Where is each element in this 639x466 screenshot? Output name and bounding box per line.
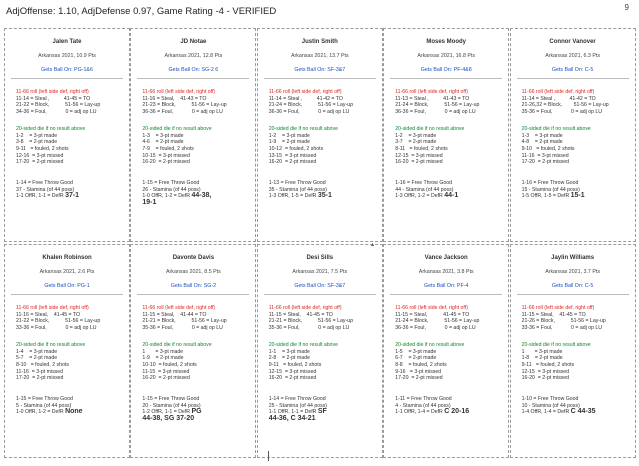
team-points: Arkansas 2021, 12.8 Pts (164, 53, 223, 59)
rebound-text: 1-0 OffR, 1-2 = DefR (16, 409, 66, 416)
rebound-line (142, 193, 255, 200)
player-card (383, 244, 509, 458)
rebound-line (522, 409, 635, 416)
die-line: 20-sided die if no result above (521, 341, 591, 348)
player-card (130, 244, 256, 458)
rebound-text: 1-2 OffR, 1-1 = DefR (142, 409, 192, 416)
die-line: 1 = 3-pt made (142, 348, 184, 355)
die-line: 20-sided die if no result above (268, 125, 339, 132)
die-line: 11-16 = 3-pt missed (16, 368, 64, 375)
die-line: 7-9 = fouled, 2 shots (142, 145, 194, 152)
player-name: Desi Sills (306, 255, 334, 261)
card-footer (522, 396, 635, 416)
team-points: Arkansas 2021, 16.8 Pts (417, 53, 476, 59)
die-line: 1-3 = 3-pt made (142, 132, 184, 139)
position-ratings: 15-1 (570, 192, 585, 200)
defense-line: 21-21 = Block, 51-56 = Lay-up (268, 318, 353, 325)
defense-line: 11-66 roll (left side def, right off) (142, 89, 216, 95)
player-card (257, 244, 383, 458)
player-name: Connor Vanover (549, 39, 596, 45)
die-table (269, 342, 382, 382)
die-line: 8-11 = fouled, 2 shots (395, 145, 448, 152)
die-line: 20-sided die if no result above (142, 125, 212, 132)
player-name: JD Notae (180, 39, 207, 45)
die-line: 12-16 = 3-pt missed (16, 152, 64, 159)
die-line: 16-20 = 2-pt missed (395, 159, 443, 166)
die-line: 1-5 = 3-pt made (395, 348, 437, 355)
die-line: 20-sided die if no result above (16, 341, 86, 348)
die-line: 13-15 = 3-pt missed (268, 152, 317, 159)
die-line: 16-20 = 2-pt missed (521, 375, 570, 382)
die-line: 8-10 = fouled, 2 shots (16, 361, 69, 368)
player-name: Vance Jackson (424, 255, 468, 261)
die-line: 9-11 = fouled, 2 shots (268, 361, 322, 368)
die-line: 16-20 = 2-pt missed (268, 375, 317, 382)
defense-line: 36-36 = Foul, 0 = adj op LU (268, 109, 350, 116)
ball-position: Gets Ball On: PG-1 (44, 283, 90, 289)
divider (264, 294, 376, 295)
team-points: Arkansas 2021, 10.9 Pts (38, 53, 96, 59)
ball-position: Gets Ball On: PF-4 (423, 283, 469, 289)
footer-line: 1-11 = Free Throw Good (395, 396, 452, 403)
defense-line: 36-36 = Foul, 0 = adj op LU (142, 109, 223, 116)
defense-line: 21-23 = Block, 51-56 = Lay-up (142, 102, 227, 109)
defense-line: 21-22 = Block, 51-56 = Lay-up (16, 318, 101, 325)
divider (390, 294, 502, 295)
defense-table (142, 305, 255, 332)
ball-position: Gets Ball On: PF-4&8 (420, 67, 472, 73)
player-card (130, 28, 256, 242)
footer-line: 44 - Stamina (of 44 poss) (395, 186, 454, 193)
die-line: 1-2 = 3-pt made (268, 132, 310, 139)
die-line: 17-20 = 2-pt missed (16, 375, 64, 382)
divider (11, 294, 123, 295)
defense-line: 11-15 = Steal, 41-45 = TO (268, 311, 333, 318)
defense-line: 33-36 = Foul, 0 = adj op LU (521, 325, 603, 332)
die-table (522, 126, 635, 166)
divider (390, 78, 502, 79)
team-points: Arkansas 2021, 8.5 Pts (166, 269, 221, 275)
defense-table (522, 305, 635, 332)
defense-line: 11-66 roll (left side def, right off) (395, 305, 468, 311)
die-table (269, 126, 382, 166)
ball-position: Gets Ball On: SF-3&7 (294, 283, 346, 289)
rebound-text: 1-3 OffR, 1-5 = DefR (268, 193, 318, 200)
die-line: 9-10 = fouled, 2 shots (521, 145, 575, 152)
defense-table (142, 89, 255, 116)
defense-line: 11-15 = Steal, 41-45 = TO (521, 311, 586, 318)
footer-line: 1-16 = Free Throw Good (395, 180, 453, 187)
rebound-line (522, 193, 635, 200)
die-table (142, 342, 255, 382)
position-ratings: 37-1 (65, 192, 80, 200)
footer-line: 1-15 = Free Throw Good (142, 396, 200, 403)
die-table (522, 342, 635, 382)
player-card (4, 28, 130, 242)
position-ratings: 35-1 (317, 192, 332, 200)
ball-position: Gets Ball On: C-5 (551, 283, 594, 289)
player-name: Justin Smith (301, 39, 338, 45)
defense-line: 11-66 roll (left side def, right off) (16, 89, 89, 95)
die-line: 1-2 = 3-pt made (395, 132, 437, 139)
footer-line: 37 - Stamina (of 44 poss) (16, 186, 75, 193)
divider (137, 294, 249, 295)
die-line: 12-15 = 3-pt missed (521, 368, 570, 375)
die-line: 10-15 = 3-pt missed (142, 152, 190, 159)
player-name: Davonte Davis (172, 255, 215, 261)
defense-table (269, 305, 382, 332)
footer-line: 15 - Stamina (of 44 poss) (521, 186, 580, 193)
footer-line: 4 - Stamina (of 44 poss) (395, 402, 451, 409)
defense-table (522, 89, 635, 116)
defense-line: 11-66 roll (left side def, right off) (268, 89, 342, 95)
divider (137, 78, 249, 79)
card-footer (395, 396, 508, 416)
player-card (4, 244, 130, 458)
footer-line: 1-16 = Free Throw Good (521, 180, 579, 187)
die-line: 12-15 = 3-pt missed (395, 152, 443, 159)
card-footer (16, 396, 129, 416)
defense-line: 11-66 roll (left side def, right off) (268, 305, 342, 311)
position-ratings: 44-1 (444, 192, 459, 200)
divider (517, 78, 629, 79)
rebound-line (16, 193, 129, 200)
card-footer (142, 396, 255, 423)
die-line: 1-1 = 3-pt made (268, 348, 310, 355)
footer-line: 26 - Stamina (of 44 poss) (142, 186, 201, 193)
die-table (16, 126, 129, 166)
ball-position: Gets Ball On: SG-2 6 (168, 67, 219, 73)
die-line: 20-sided die if no result above (521, 125, 591, 132)
defense-line: 11-14 = Steal , 41-42 = TO (521, 95, 596, 102)
player-card (383, 28, 509, 242)
die-line: 17-20 = 2-pt missed (395, 375, 443, 382)
die-line: 4-8 = 2-pt made (521, 139, 563, 146)
divider (264, 78, 376, 79)
position-ratings: None (65, 408, 83, 416)
defense-line: 21-26 = Block, 51-56 = Lay-up (521, 318, 606, 325)
card-footer (395, 180, 508, 200)
defense-line: 11-14 = Steal , 41-45 = TO (16, 95, 91, 102)
die-line: 17-20 = 2-pt missed (16, 159, 64, 166)
die-line: 6-7 = 2-pt made (395, 355, 437, 362)
position-ratings: C 44-35 (570, 408, 596, 416)
die-table (16, 342, 129, 382)
rebound-line (16, 409, 129, 416)
rebound-line (395, 409, 508, 416)
die-table (142, 126, 255, 166)
die-line: 4-6 = 2-pt made (142, 139, 184, 146)
team-points: Arkansas 2021, 7.5 Pts (292, 269, 348, 275)
team-points: Arkansas 2021, 3.8 Pts (418, 269, 474, 275)
defense-table (16, 305, 129, 332)
die-line: 8-8 = fouled, 2 shots (395, 361, 447, 368)
page-number: 9 (624, 3, 629, 12)
defense-table (16, 89, 129, 116)
die-line: 20-sided die if no result above (395, 125, 465, 132)
defense-table (269, 89, 382, 116)
player-name: Khalen Robinson (42, 255, 92, 261)
rebound-text: 1-1 OffR, 1-4 = DefR (395, 409, 445, 416)
defense-line: 11-66 roll (left side def, right off) (395, 89, 468, 95)
defense-line: 11-66 roll (left side def, right off) (521, 305, 595, 311)
rebound-text: 1-0 OffR, 1-2 = DefR (142, 193, 192, 200)
defense-line: 11-15 = Steal, 41-45 = TO (395, 311, 470, 318)
resize-marker-icon: ▴ (371, 242, 375, 248)
die-line: 5-7 = 2-pt made (16, 355, 58, 362)
defense-line: 21-24 = Block, 51-56 = Lay-up (395, 102, 480, 109)
page-header: AdjOffense: 1.10, AdjDefense 0.97, Game Rating -4 - VERIFIED (6, 6, 277, 17)
player-name: Jalen Tate (52, 39, 82, 45)
rebound-text: 1-5 OffR, 1-5 = DefR (521, 193, 571, 200)
footer-line: 25 - Stamina (of 44 poss) (268, 402, 328, 409)
position-ratings: C 20-16 (444, 408, 470, 416)
die-line: 9-16 = 3-pt missed (395, 368, 442, 375)
defense-line: 21-24 = Block, 51-56 = Lay-up (395, 318, 480, 325)
defense-line: 11-16 = Steal, 41-43 = TO (142, 95, 207, 102)
die-line: 2-8 = 2-pt made (268, 355, 310, 362)
footer-line: 1-14 = Free Throw Good (268, 396, 326, 403)
defense-line: 11-14 = Steal , 41-42 = TO (268, 95, 343, 102)
die-line: 20-sided die if no result above (142, 341, 212, 348)
divider (11, 78, 123, 79)
defense-table (395, 305, 508, 332)
footer-line: 10 - Stamina (of 44 poss) (521, 402, 580, 409)
rebound-text: 1-1 OffR, 1-1 = DefR (268, 409, 318, 416)
die-line: 11-15 = 3-pt missed (142, 368, 190, 375)
die-table (395, 126, 508, 166)
defense-line: 11-15 = Steal, 41-44 = TO (142, 311, 207, 318)
player-card (257, 28, 383, 242)
team-points: Arkansas 2021, 2.6 Pts (39, 269, 95, 275)
die-line: 20-sided die if no result above (268, 341, 339, 348)
ball-position: Gets Ball On: C-5 (551, 67, 594, 73)
player-card (510, 28, 636, 242)
ball-position: Gets Ball On: SG-2 (170, 283, 217, 289)
die-line: 1-9 = 2-pt made (268, 139, 310, 146)
die-line: 1-3 = 3-pt made (521, 132, 563, 139)
player-card-grid (4, 28, 636, 461)
player-name: Jaylin Williams (551, 255, 595, 261)
card-footer (522, 180, 635, 200)
die-table (395, 342, 508, 382)
player-card (510, 244, 636, 458)
defense-line: 35-36 = Foul, 0 = adj op LU (142, 325, 223, 332)
die-line: 20-sided die if no result above (395, 341, 465, 348)
rebound-text: 1-3 OffR, 1-2 = DefR (395, 193, 445, 200)
card-footer (16, 180, 129, 200)
position-ratings: 44-38, (191, 192, 212, 200)
position-ratings: PG (191, 408, 202, 416)
rebound-text: 1-1 OffR, 1-1 = DefR (16, 193, 66, 200)
position-ratings-extra: 44-38, SG 37-20 (142, 415, 195, 423)
team-points: Arkansas 2021, 6.3 Pts (545, 53, 600, 59)
rebound-line (269, 193, 382, 200)
die-line: 1-2 = 3-pt made (16, 132, 58, 139)
rebound-line (395, 193, 508, 200)
card-footer (142, 180, 255, 207)
player-name: Moses Moody (426, 39, 467, 45)
die-line: 9-11 = fouled, 2 shots (16, 145, 69, 152)
team-points: Arkansas 2021, 13.7 Pts (290, 53, 349, 59)
ball-position: Gets Ball On: PG-1&6 (41, 67, 93, 73)
defense-line: 35-36 = Foul, 0 = adj op LU (268, 325, 350, 332)
die-line: 12-15 = 3-pt missed (268, 368, 317, 375)
defense-line: 35-36 = Foul, 0 = adj op LU (521, 109, 603, 116)
team-points: Arkansas 2021, 3.7 Pts (545, 269, 600, 275)
defense-line: 34-36 = Foul, 0 = adj op LU (16, 109, 97, 116)
position-ratings: SF (317, 408, 327, 416)
die-line: 17-20 = 2-pt missed (521, 159, 570, 166)
defense-line: 36-36 = Foul, 0 = adj op LU (395, 109, 476, 116)
card-footer (269, 180, 382, 200)
footer-line: 1-15 = Free Throw Good (142, 180, 200, 187)
footer-line: 1-10 = Free Throw Good (521, 396, 579, 403)
die-line: 1-4 = 3-pt made (16, 348, 58, 355)
footer-line: 1-14 = Free Throw Good (16, 180, 73, 187)
defense-line: 11-13 = Steal , 41-43 = TO (395, 95, 470, 102)
footer-line: 5 - Stamina (of 44 poss) (16, 402, 72, 409)
card-footer (269, 396, 382, 423)
divider (517, 294, 629, 295)
position-ratings-extra: 44-36, C 34-21 (268, 415, 316, 423)
footer-line: 1-13 = Free Throw Good (268, 180, 326, 187)
footer-line: 20 - Stamina (of 44 poss) (142, 402, 201, 409)
die-line: 16-20 = 2-pt missed (268, 159, 317, 166)
die-line: 9-11 = fouled, 2 shots (521, 361, 575, 368)
defense-line: 11-66 roll (left side def, right off) (16, 305, 89, 311)
die-line: 16-20 = 2-pt missed (142, 375, 190, 382)
die-line: 10-12 = fouled, 2 shots (268, 145, 324, 152)
ball-position: Gets Ball On: SF-3&7 (294, 67, 346, 73)
die-line: 1-8 = 2-pt made (521, 355, 563, 362)
defense-line: 21-24 = Block, 51-56 = Lay-up (268, 102, 353, 109)
rebound-text: 1-4 OffR, 1-4 = DefR (521, 409, 571, 416)
defense-table (395, 89, 508, 116)
die-line: 3-8 = 2-pt made (16, 139, 58, 146)
footer-line: 35 - Stamina (of 44 poss) (268, 186, 328, 193)
defense-line: 33-36 = Foul, 0 = adj op LU (16, 325, 97, 332)
defense-line: 21-22 = Block, 51-56 = Lay-up (16, 102, 101, 109)
die-line: 16-20 = 2-pt missed (142, 159, 190, 166)
die-line: 1 = 3-pt made (521, 348, 563, 355)
defense-line: 11-16 = Steal, 41-45 = TO (16, 311, 81, 318)
defense-line: 36-36 = Foul, 0 = adj op LU (395, 325, 476, 332)
defense-line: 21-26,32 = Block, 51-56 = Lay-up (521, 102, 609, 109)
footer-line: 1-15 = Free Throw Good (16, 396, 73, 403)
defense-line: 11-66 roll (left side def, right off) (521, 89, 595, 95)
defense-line: 21-21 = Block, 51-56 = Lay-up (142, 318, 227, 325)
die-line: 10-10 = fouled, 2 shots (142, 361, 197, 368)
die-line: 20-sided die if no result above (16, 125, 86, 132)
die-line: 1-9 = 2-pt made (142, 355, 184, 362)
position-ratings-extra: 19-1 (142, 199, 157, 207)
defense-line: 11-66 roll (left side def, right off) (142, 305, 216, 311)
text-cursor (268, 451, 269, 461)
die-line: 3-7 = 2-pt made (395, 139, 437, 146)
die-line: 11-16 = 3-pt missed (521, 152, 569, 159)
